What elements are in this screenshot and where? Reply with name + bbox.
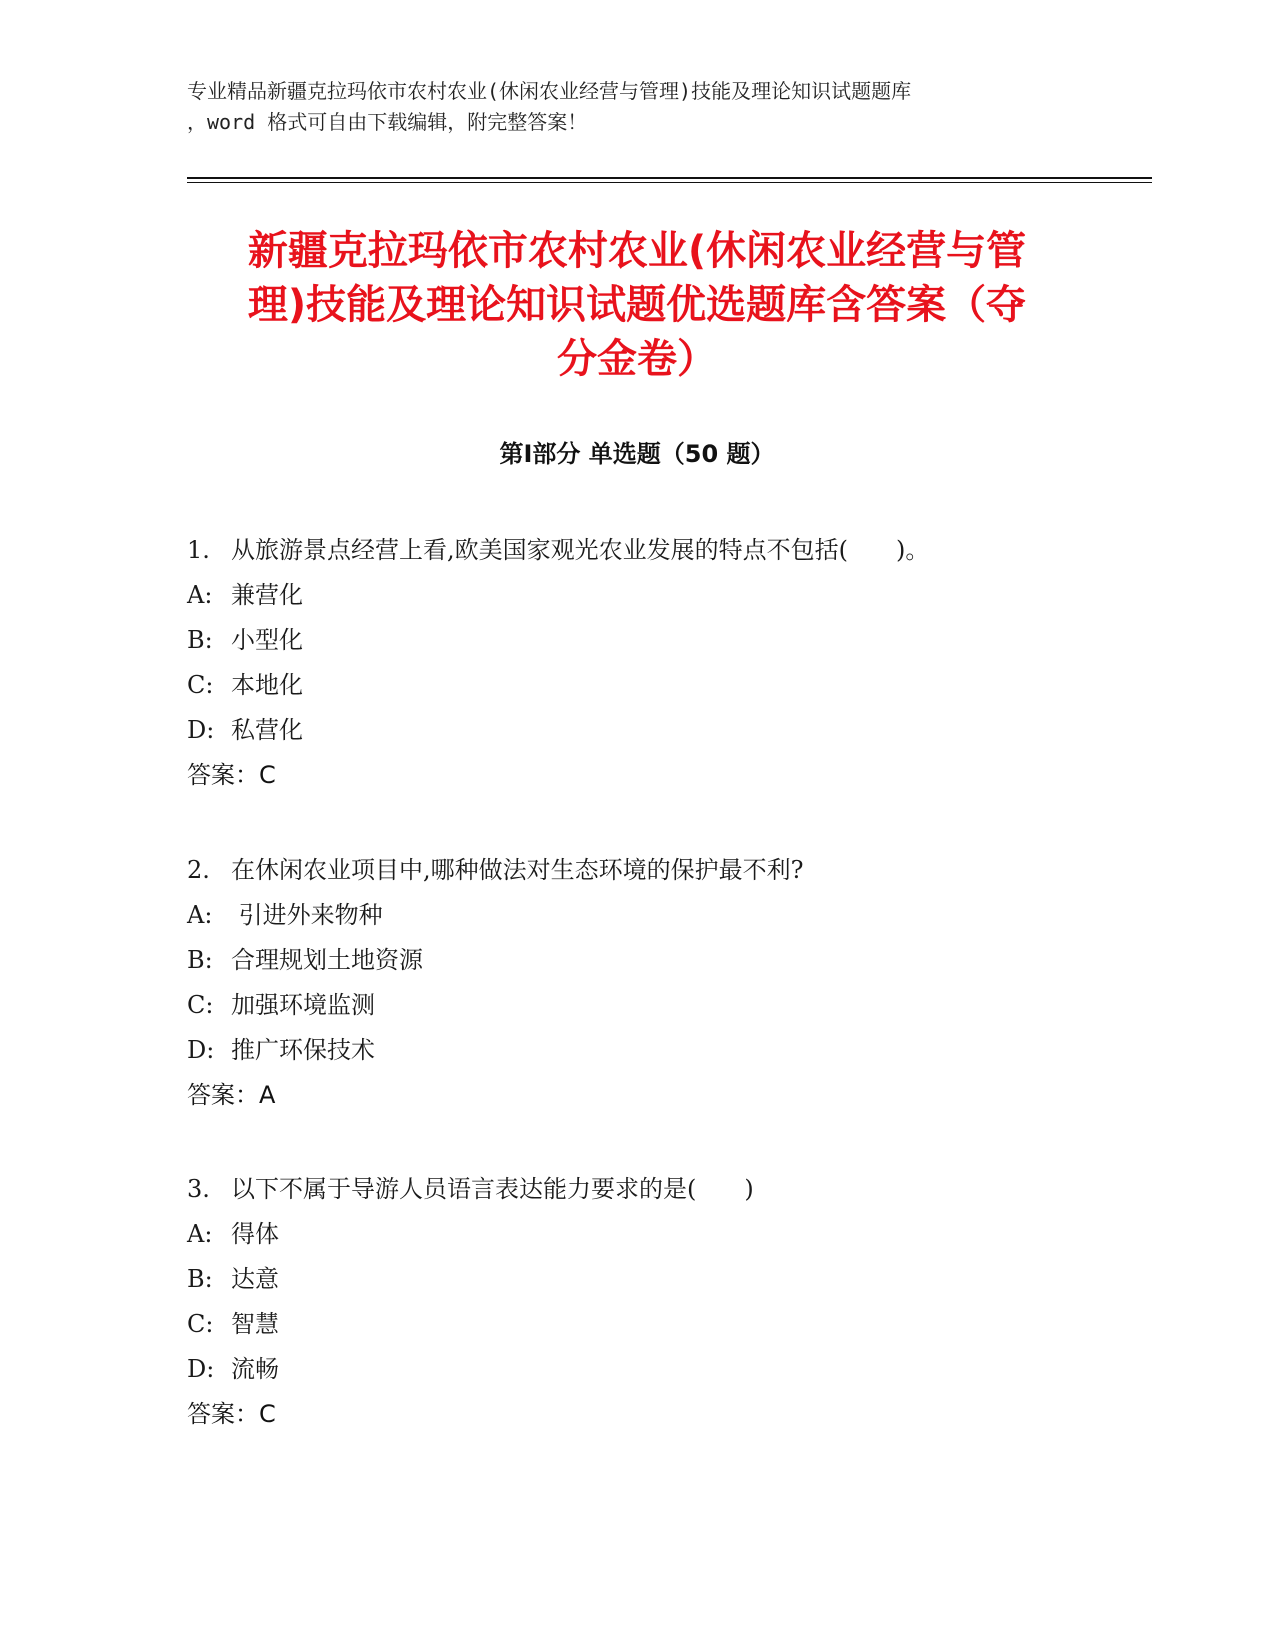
option-letter: C: <box>187 671 214 699</box>
option-c <box>187 983 1147 1028</box>
document-title-line-3: 分金卷） <box>557 336 717 382</box>
question-stem <box>187 848 1147 893</box>
question-number: 2. <box>187 856 210 884</box>
option-text: 兼营化 <box>231 581 303 609</box>
option-text: 推广环保技术 <box>231 1036 375 1064</box>
option-letter: D: <box>187 716 215 744</box>
option-a <box>187 573 1147 618</box>
question-text: 以下不属于导游人员语言表达能力要求的是( ) <box>231 1175 754 1203</box>
option-letter: C: <box>187 991 214 1019</box>
option-letter: A: <box>187 1220 213 1248</box>
option-letter: B: <box>187 946 213 974</box>
answer-line: 答案：C <box>187 761 276 789</box>
option-c <box>187 663 1147 708</box>
option-letter: D: <box>187 1355 215 1383</box>
option-d <box>187 1347 1147 1392</box>
option-a <box>187 893 1147 938</box>
option-d <box>187 1028 1147 1073</box>
option-letter: C: <box>187 1310 214 1338</box>
section-title: 第Ⅰ部分 单选题（50 题） <box>499 440 775 468</box>
header-note-line-2: ，word 格式可自由下载编辑，附完整答案！ <box>187 110 588 134</box>
option-d <box>187 708 1147 753</box>
option-letter: A: <box>187 901 213 929</box>
question-number: 3. <box>187 1175 210 1203</box>
option-text: 流畅 <box>231 1355 279 1383</box>
question-1 <box>187 528 1147 798</box>
document-title-line-2: 理)技能及理论知识试题优选题库含答案（夺 <box>247 282 1027 328</box>
option-letter: B: <box>187 626 213 654</box>
option-letter: B: <box>187 1265 213 1293</box>
document-title-line-1: 新疆克拉玛依市农村农业(休闲农业经营与管 <box>247 228 1027 274</box>
question-stem <box>187 528 1147 573</box>
question-stem <box>187 1167 1147 1212</box>
option-text: 本地化 <box>231 671 303 699</box>
question-3 <box>187 1167 1147 1437</box>
document-title <box>187 224 1087 386</box>
question-2 <box>187 848 1147 1118</box>
question-text: 在休闲农业项目中,哪种做法对生态环境的保护最不利? <box>231 856 804 884</box>
option-letter: A: <box>187 581 213 609</box>
header-divider-thin <box>187 182 1152 183</box>
answer-line: 答案：C <box>187 1400 276 1428</box>
option-b <box>187 618 1147 663</box>
option-a <box>187 1212 1147 1257</box>
answer-line: 答案：A <box>187 1081 276 1109</box>
question-number: 1. <box>187 536 210 564</box>
option-text: 得体 <box>231 1220 279 1248</box>
document-header-note <box>187 76 1087 138</box>
header-divider-thick <box>187 177 1152 179</box>
option-text: 达意 <box>231 1265 279 1293</box>
option-letter: D: <box>187 1036 215 1064</box>
option-text: 合理规划土地资源 <box>231 946 423 974</box>
option-text: 小型化 <box>231 626 303 654</box>
option-text: 私营化 <box>231 716 303 744</box>
option-text: 引进外来物种 <box>231 901 383 929</box>
option-text: 智慧 <box>231 1310 279 1338</box>
option-c <box>187 1302 1147 1347</box>
option-text: 加强环境监测 <box>231 991 375 1019</box>
option-b <box>187 938 1147 983</box>
header-note-line-1: 专业精品新疆克拉玛依市农村农业(休闲农业经营与管理)技能及理论知识试题题库 <box>187 79 912 103</box>
option-b <box>187 1257 1147 1302</box>
question-text: 从旅游景点经营上看,欧美国家观光农业发展的特点不包括( )。 <box>231 536 930 564</box>
